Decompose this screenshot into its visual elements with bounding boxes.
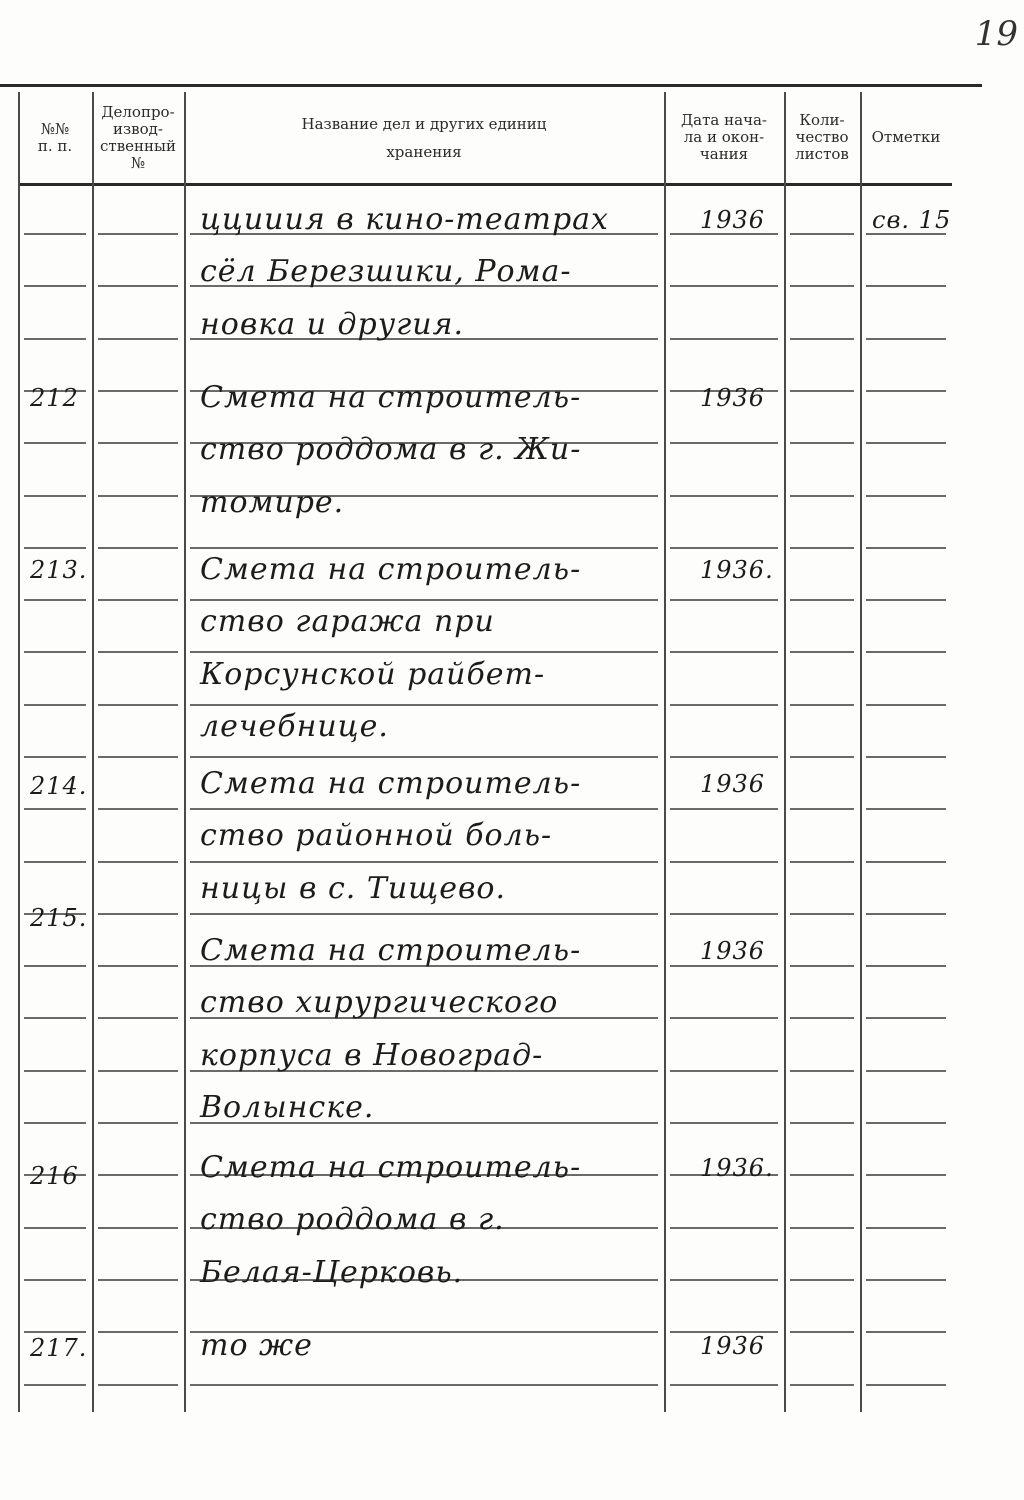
ruled-line [98,1384,178,1386]
ruled-line [190,651,658,653]
ruled-line [866,338,946,340]
entry-number: 214. [30,772,88,800]
column-divider [664,92,666,1412]
ruled-line [670,1384,778,1386]
header-notes [860,92,952,183]
ruled-line [24,442,86,444]
ruled-line [790,861,854,863]
ruled-line [866,913,946,915]
ruled-line [790,599,854,601]
ruled-line [866,285,946,287]
entry-date: 1936 [700,1332,766,1360]
ruled-line [670,861,778,863]
ruled-line [24,1279,86,1281]
ruled-line [866,442,946,444]
ruled-line [190,808,658,810]
ruled-line [790,1384,854,1386]
ruled-line [670,808,778,810]
header-title [184,92,664,183]
entry-title-line: Смета на строитель- [200,933,582,968]
ruled-line [98,390,178,392]
header-text: Название дел и других единиц хранения [301,114,547,161]
ruled-line [24,338,86,340]
entry-note: св. 15 [872,206,952,234]
ruled-line [190,756,658,758]
ruled-line [190,547,658,549]
header-text: Коли- чество листов [795,111,849,163]
header-dates [664,92,784,183]
ruled-line [98,338,178,340]
ruled-line [790,1174,854,1176]
column-divider [860,92,862,1412]
ruled-line [670,965,778,967]
ruled-line [190,1384,658,1386]
ruled-line [190,913,658,915]
entry-title-line: томире. [200,485,345,520]
header-text: Делопро- извод- ственный № [100,102,176,172]
entry-number: 216 [30,1162,79,1190]
entry-date: 1936 [700,206,766,234]
entry-title-line: ство роддома в г. Жи- [200,432,582,467]
entry-title-line: Смета на строитель- [200,1150,582,1185]
ruled-line [98,1279,178,1281]
entry-title-line: ницы в с. Тищево. [200,871,507,906]
ruled-line [24,965,86,967]
ruled-line [790,704,854,706]
ruled-line [866,1227,946,1229]
ruled-line [670,704,778,706]
ruled-line [670,1227,778,1229]
ruled-line [790,1279,854,1281]
ruled-line [98,913,178,915]
header-bottom-rule [18,183,952,186]
ruled-line [24,233,86,235]
entry-title-line: ство хирургического [200,985,559,1020]
entry-title-line: Смета на строитель- [200,380,582,415]
ruled-line [24,808,86,810]
ruled-line [24,861,86,863]
ruled-line [24,1017,86,1019]
header-text: Дата нача- ла и окон- чания [680,111,767,163]
ruled-line [24,1227,86,1229]
ruled-line [98,442,178,444]
ruled-line [24,1331,86,1333]
ruled-line [98,704,178,706]
ruled-line [866,756,946,758]
entry-title-line: Смета на строитель- [200,552,582,587]
entry-title-line: то же [200,1328,313,1363]
ruled-line [790,442,854,444]
ruled-line [98,965,178,967]
ruled-line [670,599,778,601]
entry-title-line: новка и другия. [200,307,464,342]
entry-number: 215. [30,904,88,932]
ruled-line [24,756,86,758]
ruled-line [24,547,86,549]
ruled-line [790,756,854,758]
entry-number: 217. [30,1334,88,1362]
ruled-line [866,1384,946,1386]
entry-title-line: лечебнице. [200,709,389,744]
ruled-line [790,965,854,967]
entry-number: 213. [30,556,88,584]
ruled-line [790,808,854,810]
ruled-line [866,1331,946,1333]
entry-title-line: Белая-Церковь. [200,1255,464,1290]
ruled-line [790,1017,854,1019]
entry-number: 212 [30,384,79,412]
ruled-line [790,651,854,653]
ruled-line [866,599,946,601]
ruled-line [866,861,946,863]
ruled-line [866,651,946,653]
ruled-line [866,965,946,967]
entry-title-line: Смета на строитель- [200,766,582,801]
ruled-line [866,495,946,497]
entry-title-line: Корсунской райбет- [200,657,546,692]
entry-title-line: Волынске. [200,1090,375,1125]
entry-title-line: корпуса в Новоград- [200,1038,544,1073]
ruled-line [670,495,778,497]
ruled-line [670,756,778,758]
ruled-line [670,651,778,653]
ruled-line [790,547,854,549]
ruled-line [98,756,178,758]
header-sheets [784,92,860,183]
ruled-line [98,599,178,601]
ruled-line [98,1331,178,1333]
ruled-line [24,1122,86,1124]
ruled-line [24,285,86,287]
ruled-line [670,913,778,915]
ruled-line [98,1122,178,1124]
ruled-line [98,808,178,810]
entry-date: 1936. [700,556,774,584]
ruled-line [790,913,854,915]
header-num [18,92,92,183]
ruled-line [24,1070,86,1072]
ruled-line [98,1174,178,1176]
entry-date: 1936 [700,384,766,412]
ruled-line [190,704,658,706]
ruled-line [866,808,946,810]
ruled-line [670,338,778,340]
ruled-line [790,1331,854,1333]
ruled-line [98,1227,178,1229]
entry-title-line: ство районной боль- [200,818,553,853]
entry-title-line: сёл Березшики, Рома- [200,254,572,289]
header-text: Отметки [871,128,941,146]
entry-date: 1936 [700,770,766,798]
ruled-line [670,1070,778,1072]
header-text: №№ п. п. [37,119,73,155]
column-divider [18,92,20,1412]
ruled-line [98,1070,178,1072]
ruled-line [790,1122,854,1124]
ruled-line [24,1384,86,1386]
ruled-line [790,285,854,287]
ruled-line [98,1017,178,1019]
ruled-line [670,442,778,444]
ruled-line [670,1122,778,1124]
entry-title-line: ццииия в кино-театрах [200,202,609,237]
ruled-line [866,390,946,392]
ruled-line [98,233,178,235]
ruled-line [98,285,178,287]
ruled-line [24,495,86,497]
ruled-line [24,599,86,601]
ruled-line [98,861,178,863]
header-office-num [92,92,184,183]
column-divider [92,92,94,1412]
ruled-line [866,1070,946,1072]
ruled-line [866,1279,946,1281]
ruled-line [790,390,854,392]
ruled-line [790,233,854,235]
ruled-line [98,495,178,497]
ruled-line [790,1070,854,1072]
entry-date: 1936 [700,937,766,965]
ruled-line [790,338,854,340]
ruled-line [866,547,946,549]
ruled-line [24,704,86,706]
ruled-line [98,651,178,653]
table-top-rule [0,84,982,87]
ruled-line [670,1279,778,1281]
entry-title-line: ство роддома в г. [200,1202,505,1237]
entry-title-line: ство гаража при [200,604,495,639]
page-number: 19 [974,14,1018,54]
ruled-line [98,547,178,549]
ruled-line [670,1017,778,1019]
ruled-line [670,547,778,549]
ruled-line [190,861,658,863]
ruled-line [790,495,854,497]
ruled-line [24,651,86,653]
ruled-line [866,1174,946,1176]
ruled-line [866,1122,946,1124]
ruled-line [866,1017,946,1019]
column-divider [784,92,786,1412]
ruled-line [670,285,778,287]
entry-date: 1936. [700,1154,774,1182]
ruled-line [190,599,658,601]
ruled-line [790,1227,854,1229]
column-divider [184,92,186,1412]
ruled-line [866,704,946,706]
